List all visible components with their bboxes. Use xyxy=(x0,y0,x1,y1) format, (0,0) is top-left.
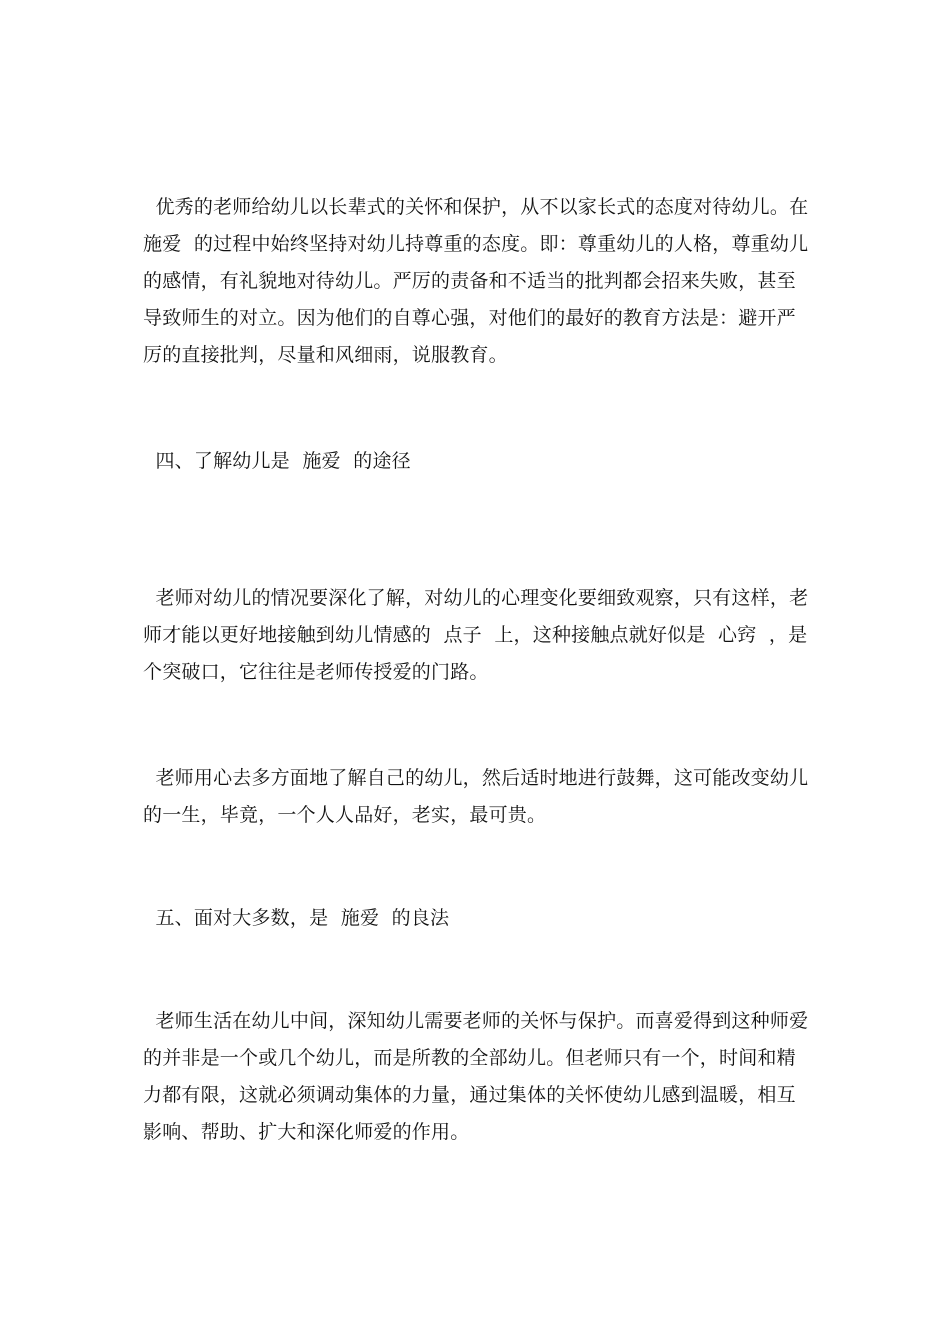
section-heading-4: 四、了解幼儿是 施爱 的途径 xyxy=(143,450,411,472)
section-heading-5: 五、面对大多数，是 施爱 的良法 xyxy=(143,907,450,929)
paragraph-line: 老师对幼儿的情况要深化了解，对幼儿的心理变化要细致观察，只有这样，老 xyxy=(143,587,809,609)
paragraph-line: 师才能以更好地接触到幼儿情感的 点子 上，这种接触点就好似是 心窍 ，是 xyxy=(143,624,808,646)
paragraph-line: 力都有限，这就必须调动集体的力量，通过集体的关怀使幼儿感到温暖，相互 xyxy=(143,1084,796,1106)
paragraph-line: 施爱 的过程中始终坚持对幼儿持尊重的态度。即：尊重幼儿的人格，尊重幼儿 xyxy=(143,233,809,255)
paragraph-line: 导致师生的对立。因为他们的自尊心强，对他们的最好的教育方法是：避开严 xyxy=(143,307,796,329)
paragraph-line: 厉的直接批判，尽量和风细雨，说服教育。 xyxy=(143,344,508,366)
paragraph-line: 优秀的老师给幼儿以长辈式的关怀和保护，从不以家长式的态度对待幼儿。在 xyxy=(143,196,809,218)
paragraph-line: 影响、帮助、扩大和深化师爱的作用。 xyxy=(143,1121,470,1143)
paragraph-line: 的一生，毕竟，一个人人品好，老实，最可贵。 xyxy=(143,804,547,826)
paragraph-line: 的感情，有礼貌地对待幼儿。严厉的责备和不适当的批判都会招来失败，甚至 xyxy=(143,270,796,292)
paragraph-line: 个突破口，它往往是老师传授爱的门路。 xyxy=(143,661,489,683)
paragraph-line: 的并非是一个或几个幼儿，而是所教的全部幼儿。但老师只有一个，时间和精 xyxy=(143,1047,796,1069)
paragraph-line: 老师生活在幼儿中间，深知幼儿需要老师的关怀与保护。而喜爱得到这种师爱 xyxy=(143,1010,809,1032)
paragraph-line: 老师用心去多方面地了解自己的幼儿，然后适时地进行鼓舞，这可能改变幼儿 xyxy=(143,767,809,789)
